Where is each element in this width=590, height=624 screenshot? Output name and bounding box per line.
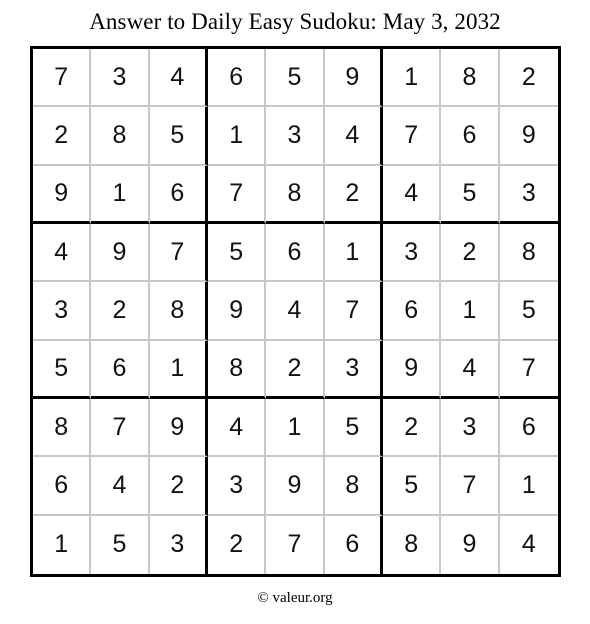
sudoku-cell: 2: [325, 166, 383, 224]
sudoku-cell: 9: [91, 224, 149, 282]
sudoku-cell: 6: [33, 457, 91, 515]
sudoku-cell: 2: [150, 457, 208, 515]
sudoku-cell: 2: [441, 224, 499, 282]
sudoku-board: [30, 46, 561, 577]
sudoku-cell: 4: [150, 49, 208, 107]
sudoku-cell: 9: [325, 49, 383, 107]
sudoku-cell: 9: [266, 457, 324, 515]
sudoku-cell: 3: [383, 224, 441, 282]
sudoku-cell: 2: [208, 516, 266, 574]
sudoku-cell: 4: [383, 166, 441, 224]
sudoku-cell: 5: [383, 457, 441, 515]
sudoku-cell: 6: [441, 107, 499, 165]
sudoku-cell: 4: [91, 457, 149, 515]
sudoku-cell: 3: [500, 166, 558, 224]
sudoku-cell: 5: [266, 49, 324, 107]
sudoku-cell: 9: [208, 282, 266, 340]
sudoku-cell: 5: [500, 282, 558, 340]
sudoku-cell: 2: [91, 282, 149, 340]
sudoku-cell: 5: [33, 341, 91, 399]
sudoku-cell: 8: [441, 49, 499, 107]
copyright-footer: © valeur.org: [257, 590, 333, 606]
sudoku-cell: 2: [266, 341, 324, 399]
sudoku-cell: 4: [266, 282, 324, 340]
sudoku-cell: 7: [208, 166, 266, 224]
sudoku-cell: 7: [266, 516, 324, 574]
sudoku-cell: 8: [266, 166, 324, 224]
sudoku-cell: 6: [500, 399, 558, 457]
sudoku-cell: 8: [500, 224, 558, 282]
sudoku-cell: 4: [208, 399, 266, 457]
sudoku-cell: 8: [325, 457, 383, 515]
sudoku-cell: 2: [383, 399, 441, 457]
sudoku-cell: 6: [325, 516, 383, 574]
sudoku-cell: 7: [441, 457, 499, 515]
sudoku-cell: 3: [208, 457, 266, 515]
sudoku-cell: 3: [33, 282, 91, 340]
sudoku-cell: 4: [33, 224, 91, 282]
sudoku-cell: 6: [150, 166, 208, 224]
sudoku-cell: 5: [91, 516, 149, 574]
sudoku-cell: 1: [441, 282, 499, 340]
sudoku-cell: 2: [33, 107, 91, 165]
sudoku-cell: 5: [441, 166, 499, 224]
sudoku-cell: 1: [383, 49, 441, 107]
page-title: Answer to Daily Easy Sudoku: May 3, 2032: [89, 9, 501, 34]
sudoku-cell: 7: [500, 341, 558, 399]
sudoku-cell: 6: [91, 341, 149, 399]
sudoku-cell: 7: [383, 107, 441, 165]
sudoku-cell: 8: [91, 107, 149, 165]
sudoku-cell: 1: [208, 107, 266, 165]
sudoku-cell: 7: [325, 282, 383, 340]
sudoku-cell: 8: [150, 282, 208, 340]
sudoku-cell: 3: [150, 516, 208, 574]
sudoku-cell: 5: [208, 224, 266, 282]
sudoku-cell: 8: [383, 516, 441, 574]
sudoku-cell: 3: [266, 107, 324, 165]
sudoku-cell: 1: [266, 399, 324, 457]
sudoku-cell: 1: [91, 166, 149, 224]
sudoku-cell: 3: [325, 341, 383, 399]
sudoku-cell: 6: [208, 49, 266, 107]
sudoku-cell: 8: [33, 399, 91, 457]
sudoku-cell: 1: [500, 457, 558, 515]
sudoku-cell: 5: [325, 399, 383, 457]
sudoku-cell: 8: [208, 341, 266, 399]
sudoku-cell: 1: [325, 224, 383, 282]
sudoku-cell: 3: [91, 49, 149, 107]
sudoku-cell: 9: [383, 341, 441, 399]
sudoku-cell: 9: [33, 166, 91, 224]
sudoku-cell: 9: [441, 516, 499, 574]
sudoku-cell: 3: [441, 399, 499, 457]
sudoku-cell: 1: [150, 341, 208, 399]
sudoku-cell: 1: [33, 516, 91, 574]
sudoku-cell: 9: [150, 399, 208, 457]
sudoku-cell: 2: [500, 49, 558, 107]
sudoku-cell: 9: [500, 107, 558, 165]
sudoku-cell: 7: [33, 49, 91, 107]
sudoku-cell: 6: [383, 282, 441, 340]
sudoku-cell: 5: [150, 107, 208, 165]
sudoku-cell: 4: [441, 341, 499, 399]
sudoku-cell: 4: [521, 530, 536, 559]
sudoku-cell: 4: [325, 107, 383, 165]
sudoku-cell: 6: [266, 224, 324, 282]
sudoku-cell: 7: [91, 399, 149, 457]
sudoku-cell: 7: [150, 224, 208, 282]
